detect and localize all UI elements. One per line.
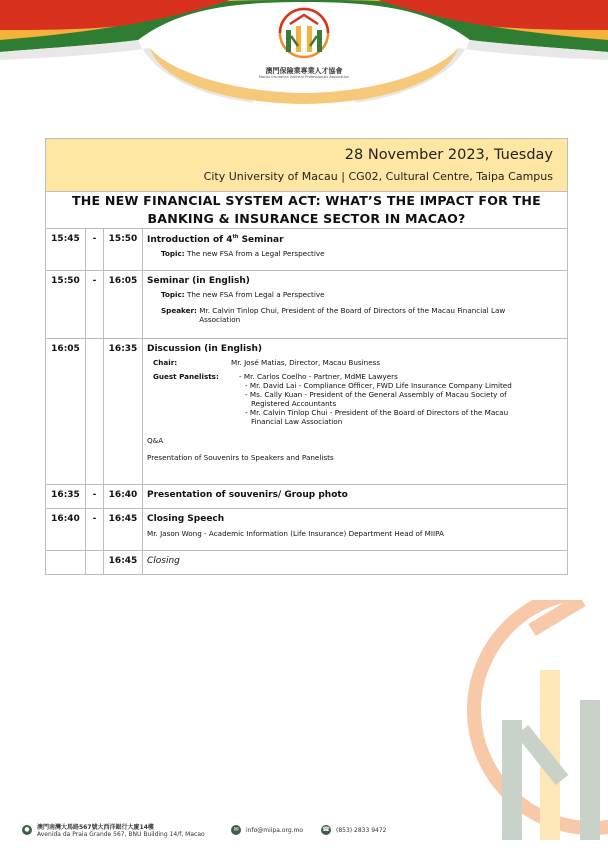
phone-icon: ☎ — [322, 826, 330, 833]
start-time-empty — [46, 551, 86, 575]
panelist-item: - Ms. Cally Kuan - President of the General Assembly of Macau Society of Registered Accountants — [245, 390, 507, 408]
topic-text: The new FSA from Legal a Perspective — [186, 290, 325, 299]
org-name-cn: 澳門保險業專業人才協會 — [265, 67, 343, 75]
watermark-logo-icon — [462, 600, 608, 840]
table-row — [46, 509, 568, 551]
address-pt: Avenida da Praia Grande 567, BNU Building 14/f, Macao — [37, 831, 205, 838]
start-time: 15:45 — [46, 229, 86, 271]
table-row — [46, 551, 568, 575]
session-title: Presentation of souvenirs/ Group photo — [147, 490, 348, 500]
event-banner — [46, 139, 568, 192]
session-cell — [143, 229, 568, 271]
address-cn: 澳門南灣大馬路567號大西洋銀行大廈14樓 — [37, 824, 154, 831]
event-venue: City University of Macau | CG02, Cultural Centre, Taipa Campus — [203, 170, 553, 183]
panelists-label: Guest Panelists: — [153, 372, 219, 381]
programme-table — [45, 138, 568, 575]
end-time: 16:05 — [104, 271, 143, 339]
time-dash: - — [86, 509, 104, 551]
time-dash: - — [86, 229, 104, 271]
table-row — [46, 339, 568, 485]
title-line-2: BANKING & INSURANCE SECTOR IN MACAO? — [147, 211, 466, 226]
topic-label: Topic: — [161, 290, 185, 299]
session-title: Discussion (in English) — [147, 344, 262, 354]
session-title: Seminar (in English) — [147, 276, 250, 286]
time-dash: - — [86, 271, 104, 339]
end-time: 15:50 — [104, 229, 143, 271]
session-cell — [143, 509, 568, 551]
end-time: 16:35 — [104, 339, 143, 485]
time-dash-empty — [86, 339, 104, 485]
event-title — [46, 192, 568, 229]
end-time: 16:45 — [104, 551, 143, 575]
speaker-text: Mr. Calvin Tinlop Chui, President of the Board of Directors of the Macau Financial Law Association — [199, 306, 506, 324]
event-date: 28 November 2023, Tuesday — [344, 147, 553, 163]
time-dash-empty — [86, 551, 104, 575]
table-row — [46, 229, 568, 271]
start-time: 15:50 — [46, 271, 86, 339]
org-name-en: Macau Insurance Industry Professionals Association — [258, 75, 350, 79]
start-time: 16:40 — [46, 509, 86, 551]
speaker-label: Speaker: — [161, 306, 197, 315]
email-icon: ✉ — [231, 825, 241, 835]
location-pin-icon: ● — [22, 825, 32, 835]
session-cell — [143, 271, 568, 339]
session-title: Closing — [147, 556, 180, 566]
footer-address — [37, 822, 205, 838]
panelist-item: - Mr. Calvin Tinlop Chui - President of the Board of Directors of the Macau Financial Law Association — [245, 408, 509, 426]
panelist-list — [147, 381, 563, 426]
start-time: 16:05 — [46, 339, 86, 485]
souvenirs-text: Presentation of Souvenirs to Speakers and Panelists — [147, 453, 334, 462]
miipa-logo-icon — [270, 6, 338, 66]
session-title: Closing Speech — [147, 514, 225, 524]
time-dash: - — [86, 485, 104, 509]
panelist-item: - Mr. Carlos Coelho - Partner, MdME Lawyers — [239, 372, 398, 381]
topic-text: The new FSA from a Legal Perspective — [186, 249, 325, 258]
panelist-item: - Mr. David Lai - Compliance Officer, FWD Life Insurance Company Limited — [245, 381, 512, 390]
qa-text: Q&A — [147, 436, 164, 445]
footer-phone: (853) 2833 9472 — [336, 827, 387, 834]
table-row — [46, 271, 568, 339]
end-time: 16:45 — [104, 509, 143, 551]
table-row — [46, 485, 568, 509]
start-time: 16:35 — [46, 485, 86, 509]
chair-text: Mr. José Matias, Director, Macau Business — [231, 358, 381, 367]
session-cell — [143, 339, 568, 485]
topic-label: Topic: — [161, 249, 185, 258]
end-time: 16:40 — [104, 485, 143, 509]
session-title: Introduction of 4th Seminar — [147, 234, 284, 245]
footer — [22, 822, 602, 842]
title-line-1: THE NEW FINANCIAL SYSTEM ACT: WHAT’S THE IMPACT FOR THE — [72, 193, 541, 208]
chair-label: Chair: — [153, 358, 178, 367]
footer-email[interactable]: info@miipa.org.mo — [246, 827, 304, 834]
session-detail: Mr. Jason Wong - Academic Information (Life Insurance) Department Head of MIIPA — [147, 529, 444, 538]
